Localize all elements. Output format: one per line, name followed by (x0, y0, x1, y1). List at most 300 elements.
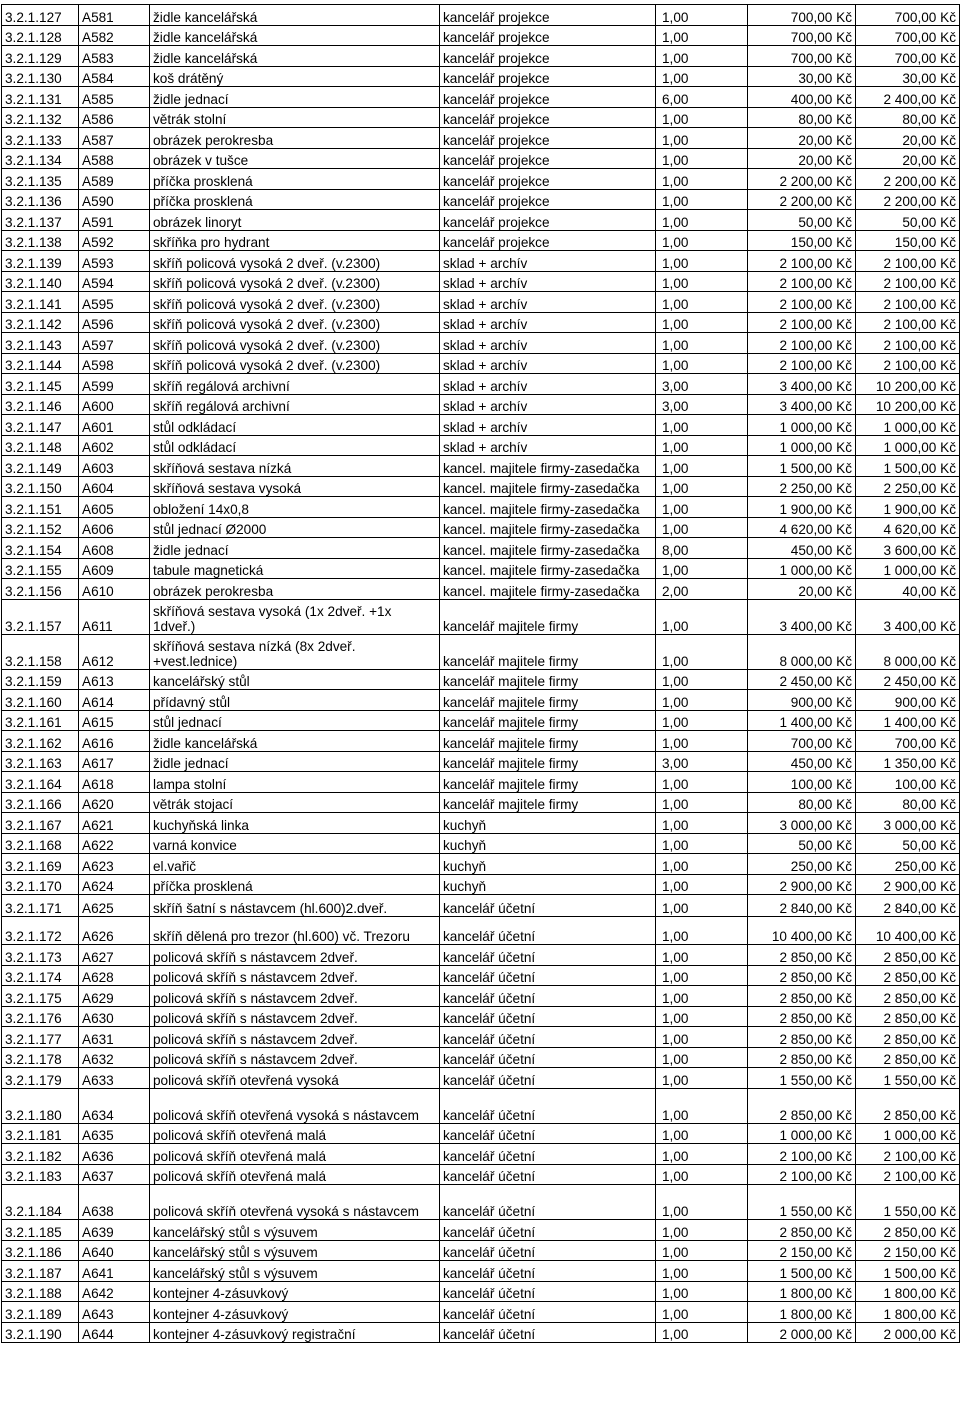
row-total-price: 80,00 Kč (856, 107, 960, 128)
row-total-price: 2 850,00 Kč (856, 965, 960, 986)
row-code: 3.2.1.144 (2, 353, 79, 374)
row-unit-price: 2 840,00 Kč (748, 895, 856, 917)
row-item-name: příčka prosklená (150, 874, 440, 895)
row-code: 3.2.1.139 (2, 251, 79, 272)
row-quantity: 1,00 (656, 128, 748, 149)
row-inventory-number: A590 (79, 189, 150, 210)
row-inventory-number: A591 (79, 210, 150, 231)
row-code: 3.2.1.157 (2, 599, 79, 634)
row-code: 3.2.1.160 (2, 690, 79, 711)
row-total-price: 50,00 Kč (856, 833, 960, 854)
row-item-name: židle kancelářská (150, 731, 440, 752)
row-item-name: větrák stolní (150, 107, 440, 128)
table-row (2, 107, 960, 128)
row-code: 3.2.1.186 (2, 1240, 79, 1261)
row-code: 3.2.1.136 (2, 189, 79, 210)
row-total-price: 1 000,00 Kč (856, 435, 960, 456)
table-row (2, 1027, 960, 1048)
row-location: kancelář účetní (440, 1088, 656, 1123)
row-location: kancel. majitele firmy-zasedačka (440, 456, 656, 477)
row-total-price: 1 800,00 Kč (856, 1302, 960, 1323)
row-quantity: 1,00 (656, 415, 748, 436)
table-row (2, 251, 960, 272)
row-item-name: příčka prosklená (150, 189, 440, 210)
row-location: kancelář majitele firmy (440, 772, 656, 793)
row-inventory-number: A626 (79, 917, 150, 945)
row-location: kancelář účetní (440, 1047, 656, 1068)
row-code: 3.2.1.166 (2, 792, 79, 813)
row-item-name: policová skříň otevřená malá (150, 1123, 440, 1144)
row-quantity: 1,00 (656, 634, 748, 669)
row-quantity: 1,00 (656, 558, 748, 579)
row-quantity: 1,00 (656, 517, 748, 538)
row-code: 3.2.1.133 (2, 128, 79, 149)
row-total-price: 1 800,00 Kč (856, 1281, 960, 1302)
row-code: 3.2.1.151 (2, 497, 79, 518)
row-unit-price: 2 850,00 Kč (748, 945, 856, 966)
row-total-price: 700,00 Kč (856, 731, 960, 752)
row-location: kancelář majitele firmy (440, 792, 656, 813)
row-unit-price: 1 000,00 Kč (748, 558, 856, 579)
row-item-name: příčka prosklená (150, 169, 440, 190)
row-unit-price: 700,00 Kč (748, 25, 856, 46)
table-row (2, 476, 960, 497)
row-total-price: 2 900,00 Kč (856, 874, 960, 895)
row-quantity: 1,00 (656, 169, 748, 190)
row-location: kancelář účetní (440, 1164, 656, 1185)
row-item-name: stůl jednací (150, 710, 440, 731)
row-unit-price: 3 400,00 Kč (748, 374, 856, 395)
table-row (2, 456, 960, 477)
row-unit-price: 700,00 Kč (748, 46, 856, 67)
row-quantity: 1,00 (656, 107, 748, 128)
row-inventory-number: A603 (79, 456, 150, 477)
row-inventory-number: A639 (79, 1220, 150, 1241)
row-total-price: 2 850,00 Kč (856, 986, 960, 1007)
row-item-name: obrázek perokresba (150, 579, 440, 600)
row-unit-price: 400,00 Kč (748, 87, 856, 108)
row-total-price: 1 500,00 Kč (856, 456, 960, 477)
row-item-name: kontejner 4-zásuvkový registrační (150, 1322, 440, 1343)
row-inventory-number: A644 (79, 1322, 150, 1343)
row-quantity: 1,00 (656, 25, 748, 46)
row-unit-price: 2 100,00 Kč (748, 333, 856, 354)
row-quantity: 1,00 (656, 148, 748, 169)
row-inventory-number: A635 (79, 1123, 150, 1144)
row-quantity: 1,00 (656, 1123, 748, 1144)
table-row (2, 874, 960, 895)
row-unit-price: 450,00 Kč (748, 538, 856, 559)
table-row (2, 87, 960, 108)
row-code: 3.2.1.140 (2, 271, 79, 292)
row-item-name: větrák stojací (150, 792, 440, 813)
row-code: 3.2.1.142 (2, 312, 79, 333)
row-location: sklad + archív (440, 271, 656, 292)
table-row (2, 599, 960, 634)
row-inventory-number: A620 (79, 792, 150, 813)
row-item-name: obrázek v tušce (150, 148, 440, 169)
row-unit-price: 2 900,00 Kč (748, 874, 856, 895)
row-inventory-number: A585 (79, 87, 150, 108)
row-location: kancel. majitele firmy-zasedačka (440, 476, 656, 497)
table-row (2, 5, 960, 26)
row-unit-price: 150,00 Kč (748, 230, 856, 251)
row-unit-price: 10 400,00 Kč (748, 917, 856, 945)
row-quantity: 1,00 (656, 833, 748, 854)
row-quantity: 1,00 (656, 251, 748, 272)
row-location: kancelář majitele firmy (440, 599, 656, 634)
table-row (2, 333, 960, 354)
row-total-price: 900,00 Kč (856, 690, 960, 711)
row-quantity: 1,00 (656, 792, 748, 813)
row-total-price: 150,00 Kč (856, 230, 960, 251)
row-code: 3.2.1.130 (2, 66, 79, 87)
inventory-table (1, 4, 960, 1343)
table-row (2, 813, 960, 834)
row-quantity: 1,00 (656, 1240, 748, 1261)
row-location: kancelář projekce (440, 189, 656, 210)
row-inventory-number: A599 (79, 374, 150, 395)
row-location: kuchyň (440, 833, 656, 854)
row-unit-price: 1 000,00 Kč (748, 1123, 856, 1144)
row-inventory-number: A641 (79, 1261, 150, 1282)
row-item-name: skříňová sestava nízká (150, 456, 440, 477)
row-location: kuchyň (440, 813, 656, 834)
row-location: kancelář účetní (440, 1261, 656, 1282)
table-row (2, 1220, 960, 1241)
row-item-name: policová skříň s nástavcem 2dveř. (150, 1006, 440, 1027)
row-unit-price: 1 500,00 Kč (748, 456, 856, 477)
row-item-name: kancelářský stůl s výsuvem (150, 1261, 440, 1282)
row-unit-price: 2 850,00 Kč (748, 1088, 856, 1123)
row-inventory-number: A623 (79, 854, 150, 875)
row-quantity: 3,00 (656, 374, 748, 395)
row-code: 3.2.1.171 (2, 895, 79, 917)
row-quantity: 1,00 (656, 772, 748, 793)
row-quantity: 1,00 (656, 456, 748, 477)
table-row (2, 634, 960, 669)
table-row (2, 1240, 960, 1261)
row-inventory-number: A583 (79, 46, 150, 67)
table-row (2, 1302, 960, 1323)
row-quantity: 1,00 (656, 1164, 748, 1185)
row-unit-price: 2 450,00 Kč (748, 669, 856, 690)
row-location: kancel. majitele firmy-zasedačka (440, 579, 656, 600)
row-total-price: 2 200,00 Kč (856, 189, 960, 210)
row-item-name: tabule magnetická (150, 558, 440, 579)
row-quantity: 1,00 (656, 895, 748, 917)
row-quantity: 1,00 (656, 1144, 748, 1165)
row-item-name: policová skříň otevřená malá (150, 1144, 440, 1165)
table-row (2, 1261, 960, 1282)
table-row (2, 751, 960, 772)
row-quantity: 8,00 (656, 538, 748, 559)
row-unit-price: 2 100,00 Kč (748, 312, 856, 333)
row-item-name: policová skříň s nástavcem 2dveř. (150, 945, 440, 966)
row-inventory-number: A616 (79, 731, 150, 752)
row-inventory-number: A630 (79, 1006, 150, 1027)
table-row (2, 1068, 960, 1089)
row-location: kancel. majitele firmy-zasedačka (440, 497, 656, 518)
row-inventory-number: A615 (79, 710, 150, 731)
row-unit-price: 2 100,00 Kč (748, 251, 856, 272)
table-row (2, 394, 960, 415)
row-inventory-number: A629 (79, 986, 150, 1007)
row-location: kancelář projekce (440, 230, 656, 251)
row-total-price: 1 000,00 Kč (856, 1123, 960, 1144)
row-inventory-number: A587 (79, 128, 150, 149)
row-code: 3.2.1.175 (2, 986, 79, 1007)
row-unit-price: 2 100,00 Kč (748, 1144, 856, 1165)
row-total-price: 1 550,00 Kč (856, 1068, 960, 1089)
row-total-price: 4 620,00 Kč (856, 517, 960, 538)
row-quantity: 1,00 (656, 710, 748, 731)
table-row (2, 189, 960, 210)
row-location: sklad + archív (440, 251, 656, 272)
row-code: 3.2.1.163 (2, 751, 79, 772)
row-code: 3.2.1.182 (2, 1144, 79, 1165)
table-row (2, 792, 960, 813)
row-quantity: 1,00 (656, 189, 748, 210)
row-location: kancelář majitele firmy (440, 634, 656, 669)
row-inventory-number: A581 (79, 5, 150, 26)
row-unit-price: 450,00 Kč (748, 751, 856, 772)
row-code: 3.2.1.152 (2, 517, 79, 538)
row-code: 3.2.1.158 (2, 634, 79, 669)
row-inventory-number: A597 (79, 333, 150, 354)
row-item-name: kancelářský stůl s výsuvem (150, 1220, 440, 1241)
row-item-name: stůl odkládací (150, 435, 440, 456)
row-total-price: 2 850,00 Kč (856, 945, 960, 966)
row-unit-price: 80,00 Kč (748, 107, 856, 128)
row-total-price: 10 200,00 Kč (856, 374, 960, 395)
row-unit-price: 1 500,00 Kč (748, 1261, 856, 1282)
row-quantity: 1,00 (656, 5, 748, 26)
inventory-table-body (2, 5, 960, 1343)
row-total-price: 2 840,00 Kč (856, 895, 960, 917)
row-total-price: 700,00 Kč (856, 25, 960, 46)
row-code: 3.2.1.137 (2, 210, 79, 231)
row-inventory-number: A614 (79, 690, 150, 711)
row-code: 3.2.1.173 (2, 945, 79, 966)
row-code: 3.2.1.143 (2, 333, 79, 354)
table-row (2, 46, 960, 67)
row-inventory-number: A609 (79, 558, 150, 579)
row-quantity: 1,00 (656, 1006, 748, 1027)
table-row (2, 497, 960, 518)
row-location: kancelář účetní (440, 1144, 656, 1165)
row-item-name: židle kancelářská (150, 5, 440, 26)
row-total-price: 2 850,00 Kč (856, 1088, 960, 1123)
row-quantity: 1,00 (656, 599, 748, 634)
row-total-price: 1 350,00 Kč (856, 751, 960, 772)
row-unit-price: 2 850,00 Kč (748, 1006, 856, 1027)
row-code: 3.2.1.134 (2, 148, 79, 169)
row-total-price: 2 400,00 Kč (856, 87, 960, 108)
row-inventory-number: A638 (79, 1185, 150, 1220)
table-row (2, 148, 960, 169)
row-quantity: 1,00 (656, 1261, 748, 1282)
table-row (2, 271, 960, 292)
table-row (2, 1088, 960, 1123)
row-total-price: 3 400,00 Kč (856, 599, 960, 634)
row-item-name: skříň policová vysoká 2 dveř. (v.2300) (150, 353, 440, 374)
row-item-name: skříňová sestava vysoká (150, 476, 440, 497)
row-inventory-number: A595 (79, 292, 150, 313)
row-total-price: 2 100,00 Kč (856, 1164, 960, 1185)
row-code: 3.2.1.129 (2, 46, 79, 67)
row-location: kancel. majitele firmy-zasedačka (440, 558, 656, 579)
row-total-price: 2 000,00 Kč (856, 1322, 960, 1343)
table-row (2, 1123, 960, 1144)
row-unit-price: 3 400,00 Kč (748, 599, 856, 634)
row-inventory-number: A602 (79, 435, 150, 456)
table-row (2, 772, 960, 793)
row-total-price: 20,00 Kč (856, 128, 960, 149)
row-inventory-number: A631 (79, 1027, 150, 1048)
row-quantity: 3,00 (656, 751, 748, 772)
row-location: sklad + archív (440, 353, 656, 374)
row-location: kancelář majitele firmy (440, 731, 656, 752)
row-inventory-number: A606 (79, 517, 150, 538)
row-unit-price: 250,00 Kč (748, 854, 856, 875)
row-inventory-number: A600 (79, 394, 150, 415)
row-code: 3.2.1.168 (2, 833, 79, 854)
row-inventory-number: A608 (79, 538, 150, 559)
row-unit-price: 100,00 Kč (748, 772, 856, 793)
row-code: 3.2.1.132 (2, 107, 79, 128)
row-quantity: 1,00 (656, 312, 748, 333)
row-location: kancelář majitele firmy (440, 669, 656, 690)
row-location: kancelář projekce (440, 5, 656, 26)
row-unit-price: 80,00 Kč (748, 792, 856, 813)
row-unit-price: 20,00 Kč (748, 148, 856, 169)
row-inventory-number: A637 (79, 1164, 150, 1185)
row-total-price: 1 550,00 Kč (856, 1185, 960, 1220)
row-code: 3.2.1.128 (2, 25, 79, 46)
table-row (2, 965, 960, 986)
row-total-price: 10 200,00 Kč (856, 394, 960, 415)
row-unit-price: 700,00 Kč (748, 731, 856, 752)
row-item-name: skříň dělená pro trezor (hl.600) vč. Trezoru (150, 917, 440, 945)
row-code: 3.2.1.162 (2, 731, 79, 752)
row-unit-price: 2 850,00 Kč (748, 986, 856, 1007)
row-code: 3.2.1.150 (2, 476, 79, 497)
table-row (2, 1185, 960, 1220)
row-inventory-number: A582 (79, 25, 150, 46)
row-total-price: 2 850,00 Kč (856, 1047, 960, 1068)
row-item-name: lampa stolní (150, 772, 440, 793)
table-row (2, 833, 960, 854)
row-item-name: skříň šatní s nástavcem (hl.600)2.dveř. (150, 895, 440, 917)
row-quantity: 1,00 (656, 66, 748, 87)
row-location: kancelář projekce (440, 169, 656, 190)
row-item-name: obrázek perokresba (150, 128, 440, 149)
row-code: 3.2.1.180 (2, 1088, 79, 1123)
row-item-name: přídavný stůl (150, 690, 440, 711)
row-code: 3.2.1.146 (2, 394, 79, 415)
row-location: kancelář projekce (440, 87, 656, 108)
row-total-price: 1 900,00 Kč (856, 497, 960, 518)
row-quantity: 1,00 (656, 1068, 748, 1089)
row-unit-price: 2 850,00 Kč (748, 1027, 856, 1048)
row-unit-price: 50,00 Kč (748, 210, 856, 231)
row-location: kancel. majitele firmy-zasedačka (440, 517, 656, 538)
row-location: sklad + archív (440, 292, 656, 313)
row-item-name: židle kancelářská (150, 46, 440, 67)
row-item-name: policová skříň s nástavcem 2dveř. (150, 1047, 440, 1068)
row-location: kancelář účetní (440, 945, 656, 966)
row-item-name: koš drátěný (150, 66, 440, 87)
row-total-price: 2 850,00 Kč (856, 1027, 960, 1048)
table-row (2, 1006, 960, 1027)
row-total-price: 2 100,00 Kč (856, 251, 960, 272)
row-inventory-number: A610 (79, 579, 150, 600)
row-unit-price: 2 200,00 Kč (748, 189, 856, 210)
row-location: kancelář projekce (440, 128, 656, 149)
row-item-name: el.vařič (150, 854, 440, 875)
row-quantity: 1,00 (656, 1047, 748, 1068)
row-location: kancelář účetní (440, 895, 656, 917)
table-row (2, 945, 960, 966)
row-quantity: 1,00 (656, 333, 748, 354)
row-unit-price: 3 000,00 Kč (748, 813, 856, 834)
row-inventory-number: A584 (79, 66, 150, 87)
row-unit-price: 2 850,00 Kč (748, 965, 856, 986)
row-total-price: 10 400,00 Kč (856, 917, 960, 945)
row-code: 3.2.1.189 (2, 1302, 79, 1323)
table-row (2, 169, 960, 190)
row-item-name: židle kancelářská (150, 25, 440, 46)
row-item-name: policová skříň otevřená vysoká (150, 1068, 440, 1089)
row-quantity: 1,00 (656, 353, 748, 374)
row-total-price: 40,00 Kč (856, 579, 960, 600)
table-row (2, 1144, 960, 1165)
row-total-price: 2 100,00 Kč (856, 271, 960, 292)
row-code: 3.2.1.178 (2, 1047, 79, 1068)
row-inventory-number: A594 (79, 271, 150, 292)
row-code: 3.2.1.156 (2, 579, 79, 600)
row-quantity: 1,00 (656, 690, 748, 711)
row-inventory-number: A604 (79, 476, 150, 497)
row-total-price: 1 000,00 Kč (856, 558, 960, 579)
row-quantity: 1,00 (656, 497, 748, 518)
table-row (2, 1322, 960, 1343)
row-quantity: 1,00 (656, 1027, 748, 1048)
row-unit-price: 2 150,00 Kč (748, 1240, 856, 1261)
row-quantity: 1,00 (656, 854, 748, 875)
row-total-price: 100,00 Kč (856, 772, 960, 793)
row-unit-price: 1 000,00 Kč (748, 415, 856, 436)
row-total-price: 1 500,00 Kč (856, 1261, 960, 1282)
row-location: kancelář účetní (440, 1220, 656, 1241)
row-quantity: 1,00 (656, 874, 748, 895)
table-row (2, 558, 960, 579)
row-inventory-number: A624 (79, 874, 150, 895)
row-total-price: 250,00 Kč (856, 854, 960, 875)
row-total-price: 2 100,00 Kč (856, 312, 960, 333)
row-inventory-number: A621 (79, 813, 150, 834)
row-location: kancelář projekce (440, 66, 656, 87)
row-item-name: obložení 14x0,8 (150, 497, 440, 518)
row-location: kancelář účetní (440, 1068, 656, 1089)
row-inventory-number: A611 (79, 599, 150, 634)
row-code: 3.2.1.138 (2, 230, 79, 251)
table-row (2, 517, 960, 538)
row-code: 3.2.1.172 (2, 917, 79, 945)
row-quantity: 1,00 (656, 813, 748, 834)
row-total-price: 2 200,00 Kč (856, 169, 960, 190)
